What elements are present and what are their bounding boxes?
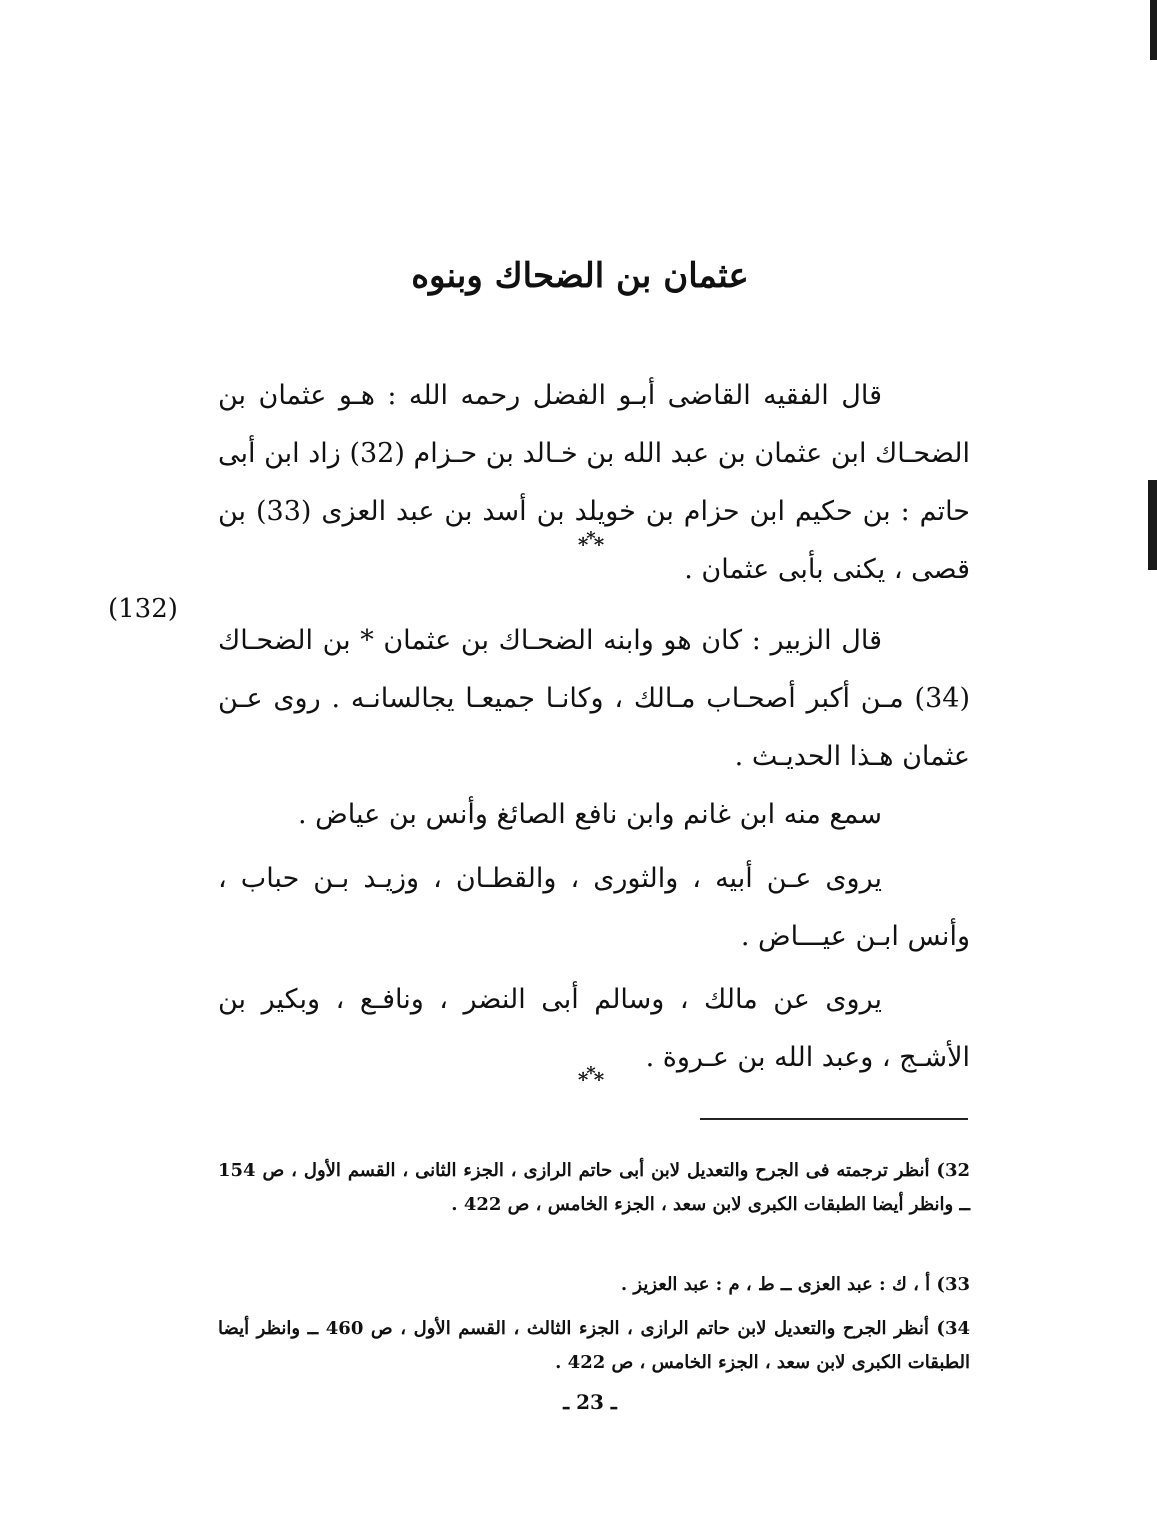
page-number: ـ 23 ـ xyxy=(563,1390,617,1414)
paragraph: قال الزبير : كان هو وابنه الضحـاك بن عثمان * بن الضحـاك (34) مـن أكبر أصحـاب مـالك ، وكانـا جميعـا يجالسانـه . روى عـن عثمان هـذا الحديـث . xyxy=(218,625,970,772)
section-separator: *** xyxy=(577,528,603,557)
footnote-rule xyxy=(700,1118,968,1120)
margin-folio-number: (132) xyxy=(108,594,178,624)
chapter-heading: عثمان بن الضحاك وبنوه xyxy=(411,256,749,296)
footnote: 32) أنظر ترجمته فى الجرح والتعديل لابن أبى حاتم الرازى ، الجزء الثانى ، القسم الأول ، ص 154 ــ وانظر أيضا الطبقات الكبرى لابن سعد ، الجزء الخامس ، ص 422 . xyxy=(218,1160,970,1215)
paragraph: يروى عـن أبيه ، والثورى ، والقطـان ، وزيـد بـن حباب ، وأنس ابـن عيـــاض . xyxy=(218,863,970,952)
footnote: 33) أ ، ك : عبد العزى ــ ط ، م : عبد العزيز . xyxy=(620,1274,970,1295)
paragraph: يروى عن مالك ، وسالم أبى النضر ، ونافـع ، وبكير بن الأشـج ، وعبد الله بن عـروة . xyxy=(218,984,970,1073)
paragraph: سمع منه ابن غانم وابن نافع الصائغ وأنس بن عياض . xyxy=(297,799,882,830)
footnote: 34) أنظر الجرح والتعديل لابن حاتم الرازى ، الجزء الثالث ، القسم الأول ، ص 460 ــ وانظر أيضا الطبقات الكبرى لابن سعد ، الجزء الخامس ، ص 422 . xyxy=(218,1318,970,1373)
paragraph: قال الفقيه القاضى أبـو الفضل رحمه الله : هـو عثمان بن الضحـاك ابن عثمان بن عبد الله بن خـالد بن حـزام (32) زاد ابن أبى حاتم : بن حكيم ابن حزام بن خويلد بن أسد بن عبد العزى (33) بن قصى ، يكنى بأبى عثمان . xyxy=(218,380,971,585)
section-separator: *** xyxy=(577,1063,603,1092)
scan-edge-mark xyxy=(1148,480,1157,570)
scan-edge-mark xyxy=(1150,0,1157,60)
